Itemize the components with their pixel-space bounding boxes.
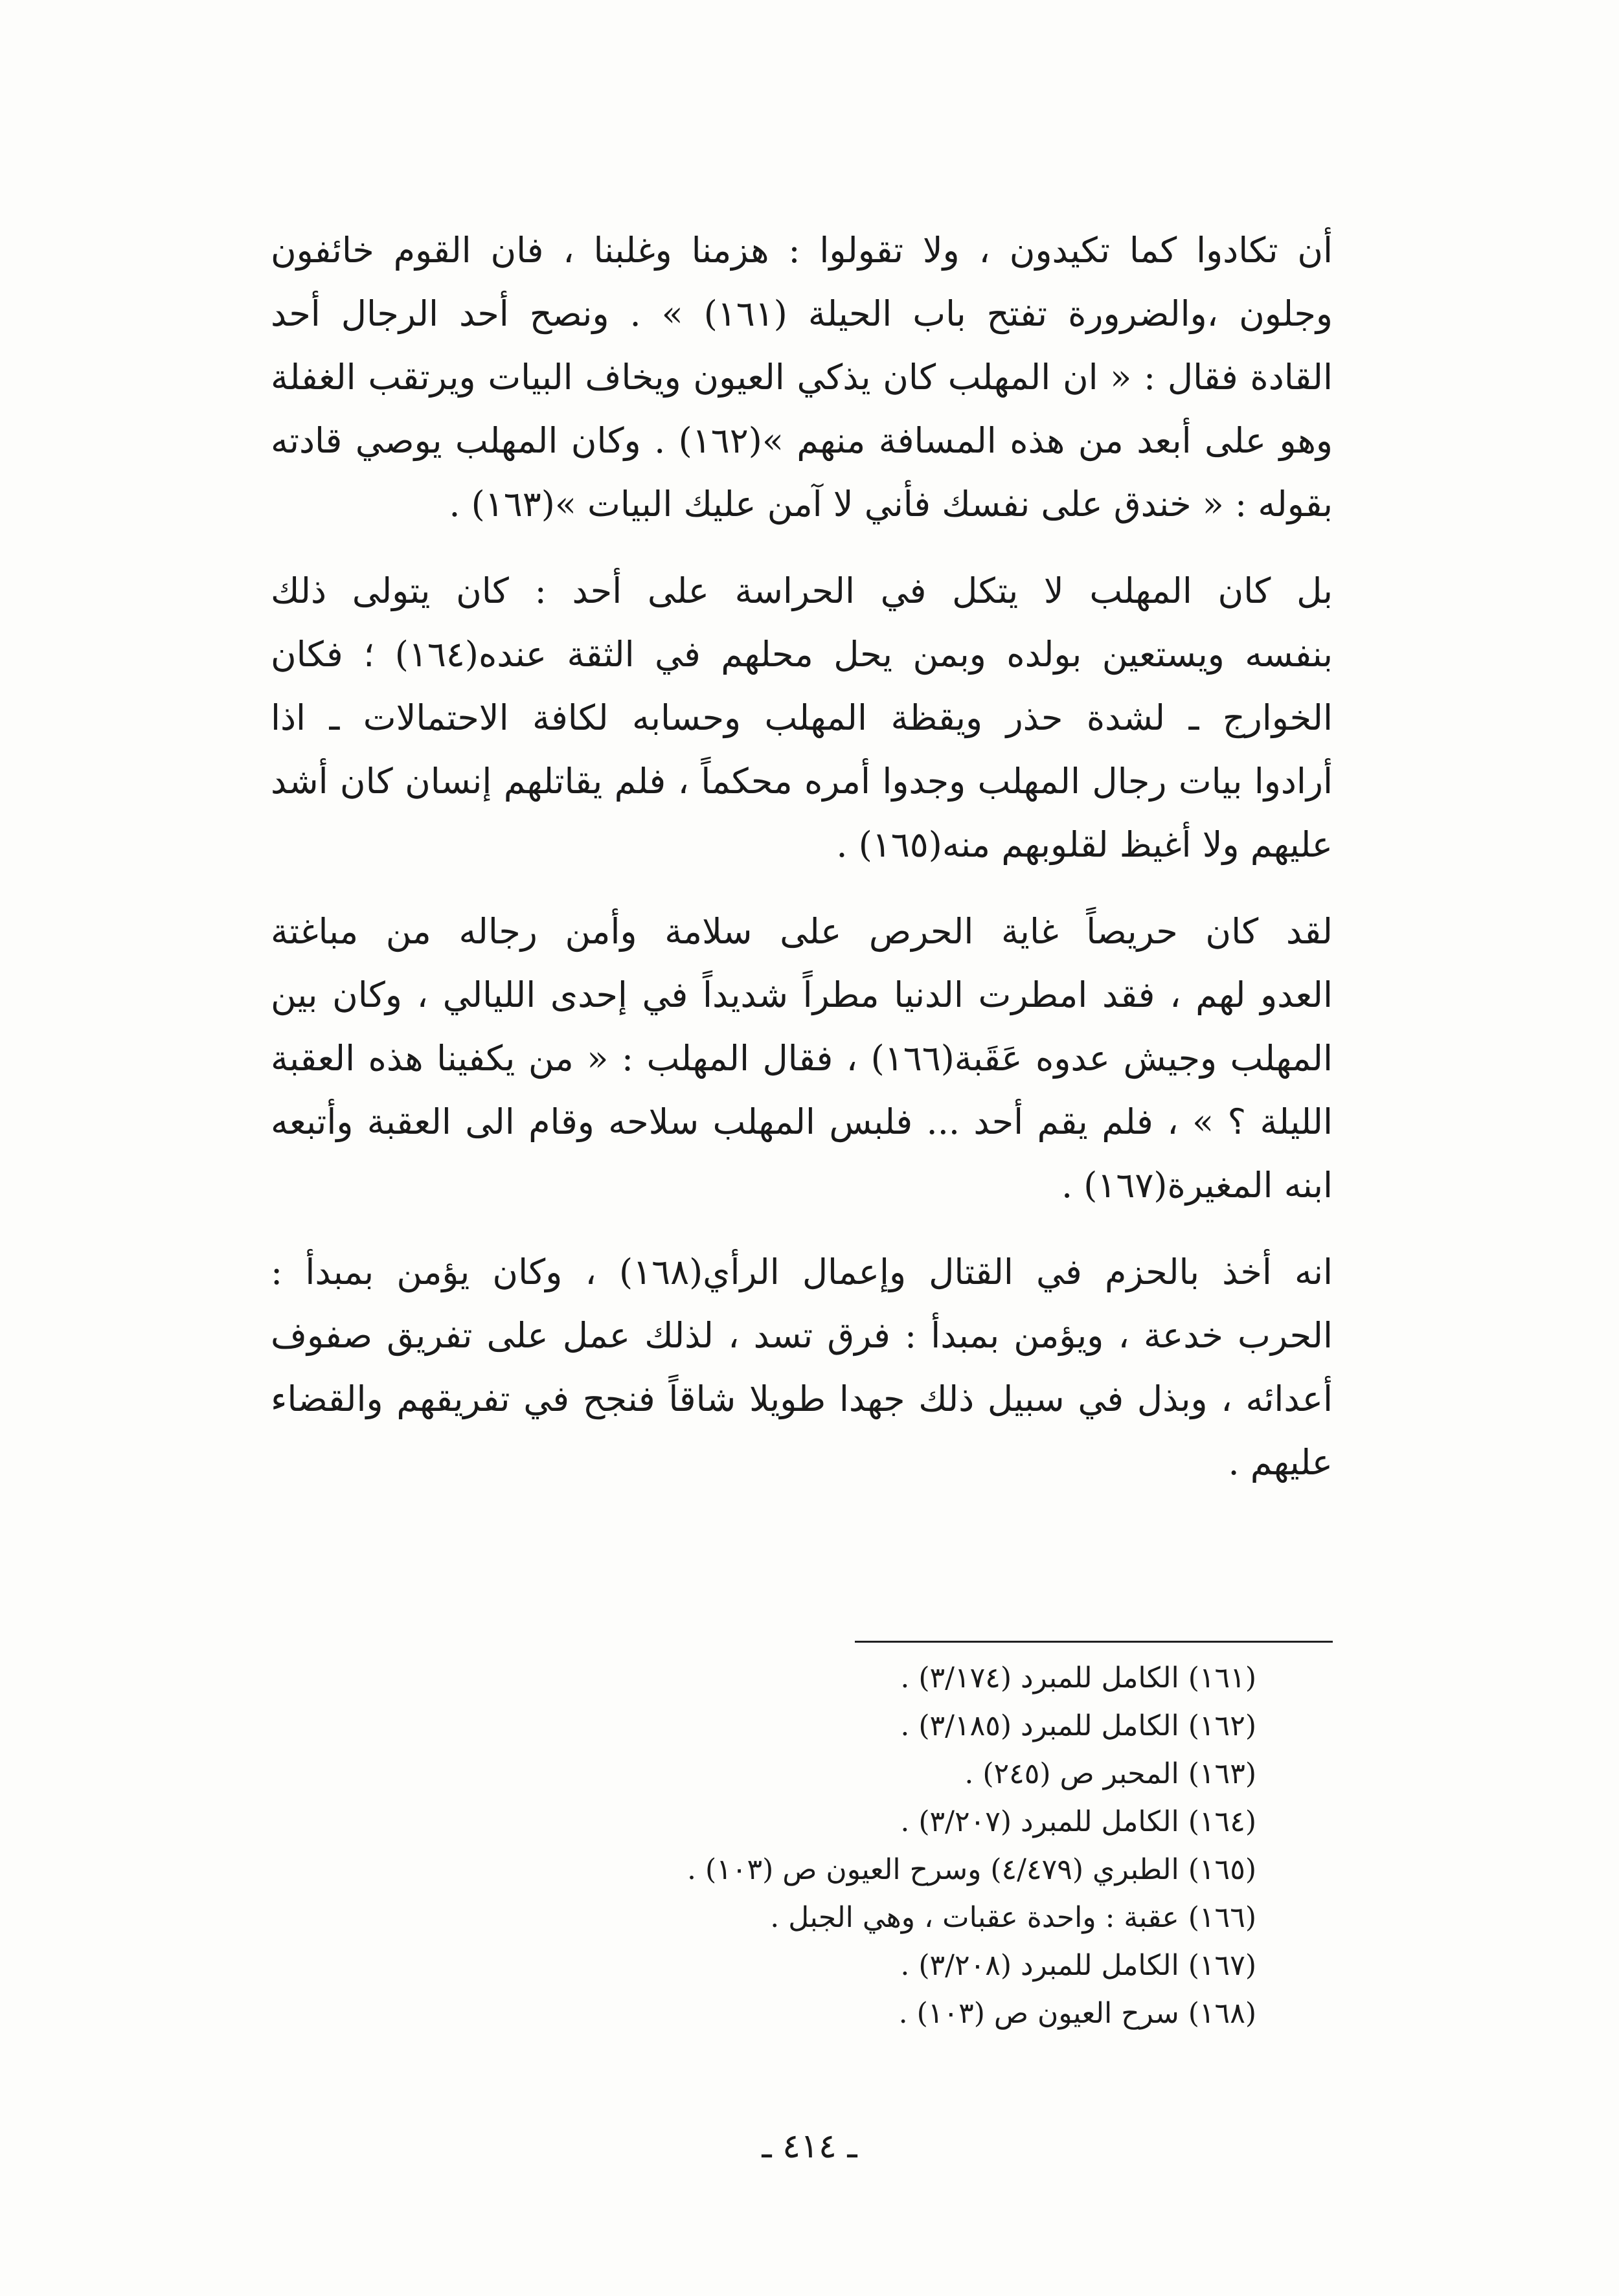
text-line: العدو لهم ، فقد امطرت الدنيا مطراً شديداً في إحدى الليالي ، وكان بين	[271, 974, 1333, 1015]
text-line: بنفسه ويستعين بولده وبمن يحل محلهم في الثقة عنده(١٦٤) ؛ فكان	[271, 634, 1333, 675]
paragraph-1	[271, 219, 1333, 536]
text-line: بل كان المهلب لا يتكل في الحراسة على أحد : كان يتولى ذلك	[271, 570, 1333, 611]
text-line: لقد كان حريصاً غاية الحرص على سلامة وأمن رجاله من مباغتة	[271, 911, 1333, 952]
text-line: المهلب وجيش عدوه عَقَبة(١٦٦) ، فقال المهلب : « من يكفينا هذه العقبة	[271, 1038, 1333, 1079]
text-line: وجلون ،والضرورة تفتح باب الحيلة (١٦١) » . ونصح أحد الرجال أحد	[271, 293, 1333, 334]
text-line: أرادوا بيات رجال المهلب وجدوا أمره محكماً ، فلم يقاتلهم إنسان كان أشد	[271, 761, 1333, 802]
text-line: عليهم ولا أغيظ لقلوبهم منه(١٦٥) .	[836, 824, 1333, 865]
text-line: ابنه المغيرة(١٦٧) .	[1061, 1165, 1333, 1206]
footnotes-list	[271, 1654, 1256, 2038]
text-line: أعدائه ، وبذل في سبيل ذلك جهدا طويلا شاقاً فنجح في تفريقهم والقضاء	[271, 1379, 1333, 1419]
text-line: عليهم .	[1228, 1442, 1333, 1483]
footnote-item: (١٦٧) الكامل للمبرد (٣/٢٠٨) .	[900, 1949, 1256, 1982]
footnote-divider	[855, 1641, 1333, 1643]
footnote-item: (١٦٦) عقبة : واحدة عقبات ، وهي الجبل .	[770, 1901, 1256, 1934]
footnote-item: (١٦٣) المحبر ص (٢٤٥) .	[964, 1757, 1256, 1790]
paragraph-2	[271, 559, 1333, 877]
footnote-item: (١٦٤) الكامل للمبرد (٣/٢٠٧) .	[900, 1805, 1256, 1838]
footnote-item: (١٦٨) سرح العيون ص (١٠٣) .	[898, 1997, 1256, 2030]
text-line: الحرب خدعة ، ويؤمن بمبدأ : فرق تسد ، لذلك عمل على تفريق صفوف	[271, 1315, 1333, 1356]
footnote-item: (١٦٥) الطبري (٤/٤٧٩) وسرح العيون ص (١٠٣) .	[687, 1853, 1256, 1886]
text-line: وهو على أبعد من هذه المسافة منهم »(١٦٢) . وكان المهلب يوصي قادته	[271, 420, 1333, 461]
paragraph-3	[271, 900, 1333, 1217]
text-line: القادة فقال : « ان المهلب كان يذكي العيون ويخاف البيات ويرتقب الغفلة	[271, 357, 1333, 398]
text-line: الخوارج ـ لشدة حذر ويقظة المهلب وحسابه لكافة الاحتمالات ـ اذا	[271, 697, 1333, 738]
footnote-item: (١٦١) الكامل للمبرد (٣/١٧٤) .	[900, 1661, 1256, 1694]
footnote-item: (١٦٢) الكامل للمبرد (٣/١٨٥) .	[900, 1709, 1256, 1742]
text-line: انه أخذ بالحزم في القتال وإعمال الرأي(١٦٨) ، وكان يؤمن بمبدأ :	[271, 1252, 1333, 1292]
text-line: أن تكادوا كما تكيدون ، ولا تقولوا : هزمنا وغلبنا ، فان القوم خائفون	[271, 230, 1333, 271]
main-text	[271, 219, 1333, 1494]
page-number: ـ ٤١٤ ـ	[762, 2127, 857, 2166]
text-line: الليلة ؟ » ، فلم يقم أحد ... فلبس المهلب سلاحه وقام الى العقبة وأتبعه	[271, 1101, 1333, 1142]
text-line: بقوله : « خندق على نفسك فأني لا آمن عليك البيات »(١٦٣) .	[449, 484, 1333, 524]
paragraph-4	[271, 1241, 1333, 1494]
